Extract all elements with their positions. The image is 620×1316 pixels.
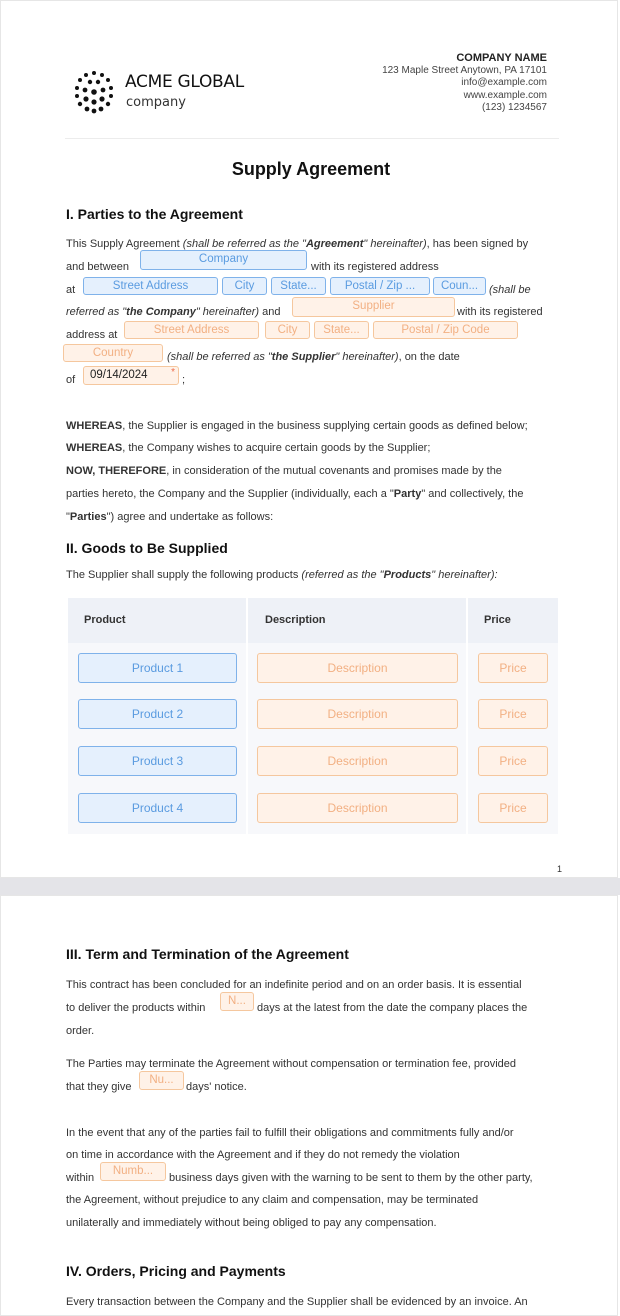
paragraph-line: WHEREAS, the Supplier is engaged in the business supplying certain goods as defined below; <box>66 420 528 432</box>
price-1-field[interactable]: Price <box>478 653 548 683</box>
paragraph-line: days at the latest from the date the company places the <box>257 1002 528 1014</box>
logo-title: ACME GLOBAL <box>125 72 244 92</box>
description-3-field[interactable]: Description <box>257 746 458 776</box>
paragraph-line: within <box>66 1172 95 1184</box>
company-country-field[interactable]: Coun... <box>433 277 486 295</box>
paragraph-line: to deliver the products within <box>66 1002 206 1014</box>
description-2-field[interactable]: Description <box>257 699 458 729</box>
price-3-field[interactable]: Price <box>478 746 548 776</box>
paragraph-line: This contract has been concluded for an indefinite period and on an order basis. It is essential <box>66 979 522 991</box>
paragraph-line: on time in accordance with the Agreement and if they do not remedy the violation <box>66 1149 460 1161</box>
company-name-field[interactable]: Company <box>140 250 307 270</box>
column-header-description: Description <box>265 614 326 626</box>
company-website: www.example.com <box>463 89 547 101</box>
price-2-field[interactable]: Price <box>478 699 548 729</box>
company-street-field[interactable]: Street Address <box>83 277 218 295</box>
delivery-days-field[interactable]: N... <box>220 992 254 1011</box>
company-postal-field[interactable]: Postal / Zip ... <box>330 277 430 295</box>
company-state-field[interactable]: State... <box>271 277 326 295</box>
text-and-between: and between <box>66 261 129 273</box>
acme-logo-icon <box>72 70 116 114</box>
supplier-state-field[interactable]: State... <box>314 321 369 339</box>
agreement-date-field[interactable]: 09/14/2024 * <box>83 366 179 385</box>
paragraph-line: order. <box>66 1025 95 1037</box>
paragraph-line: NOW, THEREFORE, in consideration of the mutual covenants and promises made by the <box>66 465 502 477</box>
header-divider <box>65 138 559 139</box>
notice-days-field[interactable]: Nu... <box>139 1071 184 1090</box>
column-header-price: Price <box>484 614 511 626</box>
company-name: COMPANY NAME <box>456 52 547 64</box>
text-registered-address: with its registered address <box>311 261 439 273</box>
product-3-field[interactable]: Product 3 <box>78 746 237 776</box>
paragraph-line: days' notice. <box>186 1081 247 1093</box>
description-4-field[interactable]: Description <box>257 793 458 823</box>
remedy-days-field[interactable]: Numb... <box>100 1162 166 1181</box>
column-divider <box>246 598 248 834</box>
product-1-field[interactable]: Product 1 <box>78 653 237 683</box>
logo-subtitle: company <box>126 95 186 110</box>
supplier-city-field[interactable]: City <box>265 321 310 339</box>
section-4-heading: IV. Orders, Pricing and Payments <box>66 1263 286 1279</box>
company-address: 123 Maple Street Anytown, PA 17101 <box>382 64 547 76</box>
paragraph-line: parties hereto, the Company and the Supplier (individually, each a "Party" and collectively, the <box>66 488 524 500</box>
supplier-postal-field[interactable]: Postal / Zip Code <box>373 321 518 339</box>
text-semicolon: ; <box>182 374 186 386</box>
text-shall-be: (shall be <box>489 284 531 296</box>
paragraph-line: Every transaction between the Company and the Supplier shall be evidenced by an invoice. An <box>66 1296 528 1308</box>
paragraph-line: (shall be referred as "the Supplier" hereinafter), on the date <box>167 351 460 363</box>
page-gap <box>0 878 620 895</box>
section-3-heading: III. Term and Termination of the Agreement <box>66 946 349 962</box>
paragraph-line: "Parties") agree and undertake as follows: <box>66 511 274 523</box>
paragraph-line: In the event that any of the parties fail to fulfill their obligations and commitments fully and/or <box>66 1127 514 1139</box>
company-city-field[interactable]: City <box>222 277 267 295</box>
paragraph-line: The Supplier shall supply the following products (referred as the "Products" hereinafter): <box>66 569 498 581</box>
text-registered: with its registered <box>457 306 543 318</box>
product-4-field[interactable]: Product 4 <box>78 793 237 823</box>
text-address-at: address at <box>66 329 118 341</box>
paragraph-line: WHEREAS, the Company wishes to acquire certain goods by the Supplier; <box>66 442 431 454</box>
page-2 <box>0 895 618 1316</box>
paragraph-line: that they give <box>66 1081 132 1093</box>
column-divider <box>466 598 468 834</box>
page-number: 1 <box>557 864 563 874</box>
products-table <box>68 598 558 834</box>
column-header-product: Product <box>84 614 126 626</box>
text-of: of <box>66 374 76 386</box>
company-email: info@example.com <box>461 77 547 88</box>
supplier-street-field[interactable]: Street Address <box>124 321 259 339</box>
description-1-field[interactable]: Description <box>257 653 458 683</box>
paragraph-line: business days given with the warning to be sent to them by the other party, <box>169 1172 533 1184</box>
company-header <box>382 52 547 115</box>
company-phone: (123) 1234567 <box>481 102 547 113</box>
document-title: Supply Agreement <box>231 159 391 179</box>
paragraph-line: referred as "the Company" hereinafter) and <box>66 306 281 318</box>
product-2-field[interactable]: Product 2 <box>78 699 237 729</box>
section-2-heading: II. Goods to Be Supplied <box>66 540 228 556</box>
paragraph-line: unilaterally and immediately without being obliged to pay any compensation. <box>66 1217 437 1229</box>
text-at: at <box>66 284 76 296</box>
price-4-field[interactable]: Price <box>478 793 548 823</box>
section-1-heading: I. Parties to the Agreement <box>66 206 243 222</box>
supplier-country-field[interactable]: Country <box>63 344 163 362</box>
required-marker: * <box>171 367 175 378</box>
supplier-name-field[interactable]: Supplier <box>292 297 455 317</box>
paragraph-line: The Parties may terminate the Agreement without compensation or termination fee, provided <box>66 1058 517 1070</box>
paragraph-line: the Agreement, without prejudice to any claim and compensation, may be terminated <box>66 1194 479 1206</box>
paragraph-line: This Supply Agreement (shall be referred as the "Agreement" hereinafter), has been signed by <box>66 238 529 250</box>
